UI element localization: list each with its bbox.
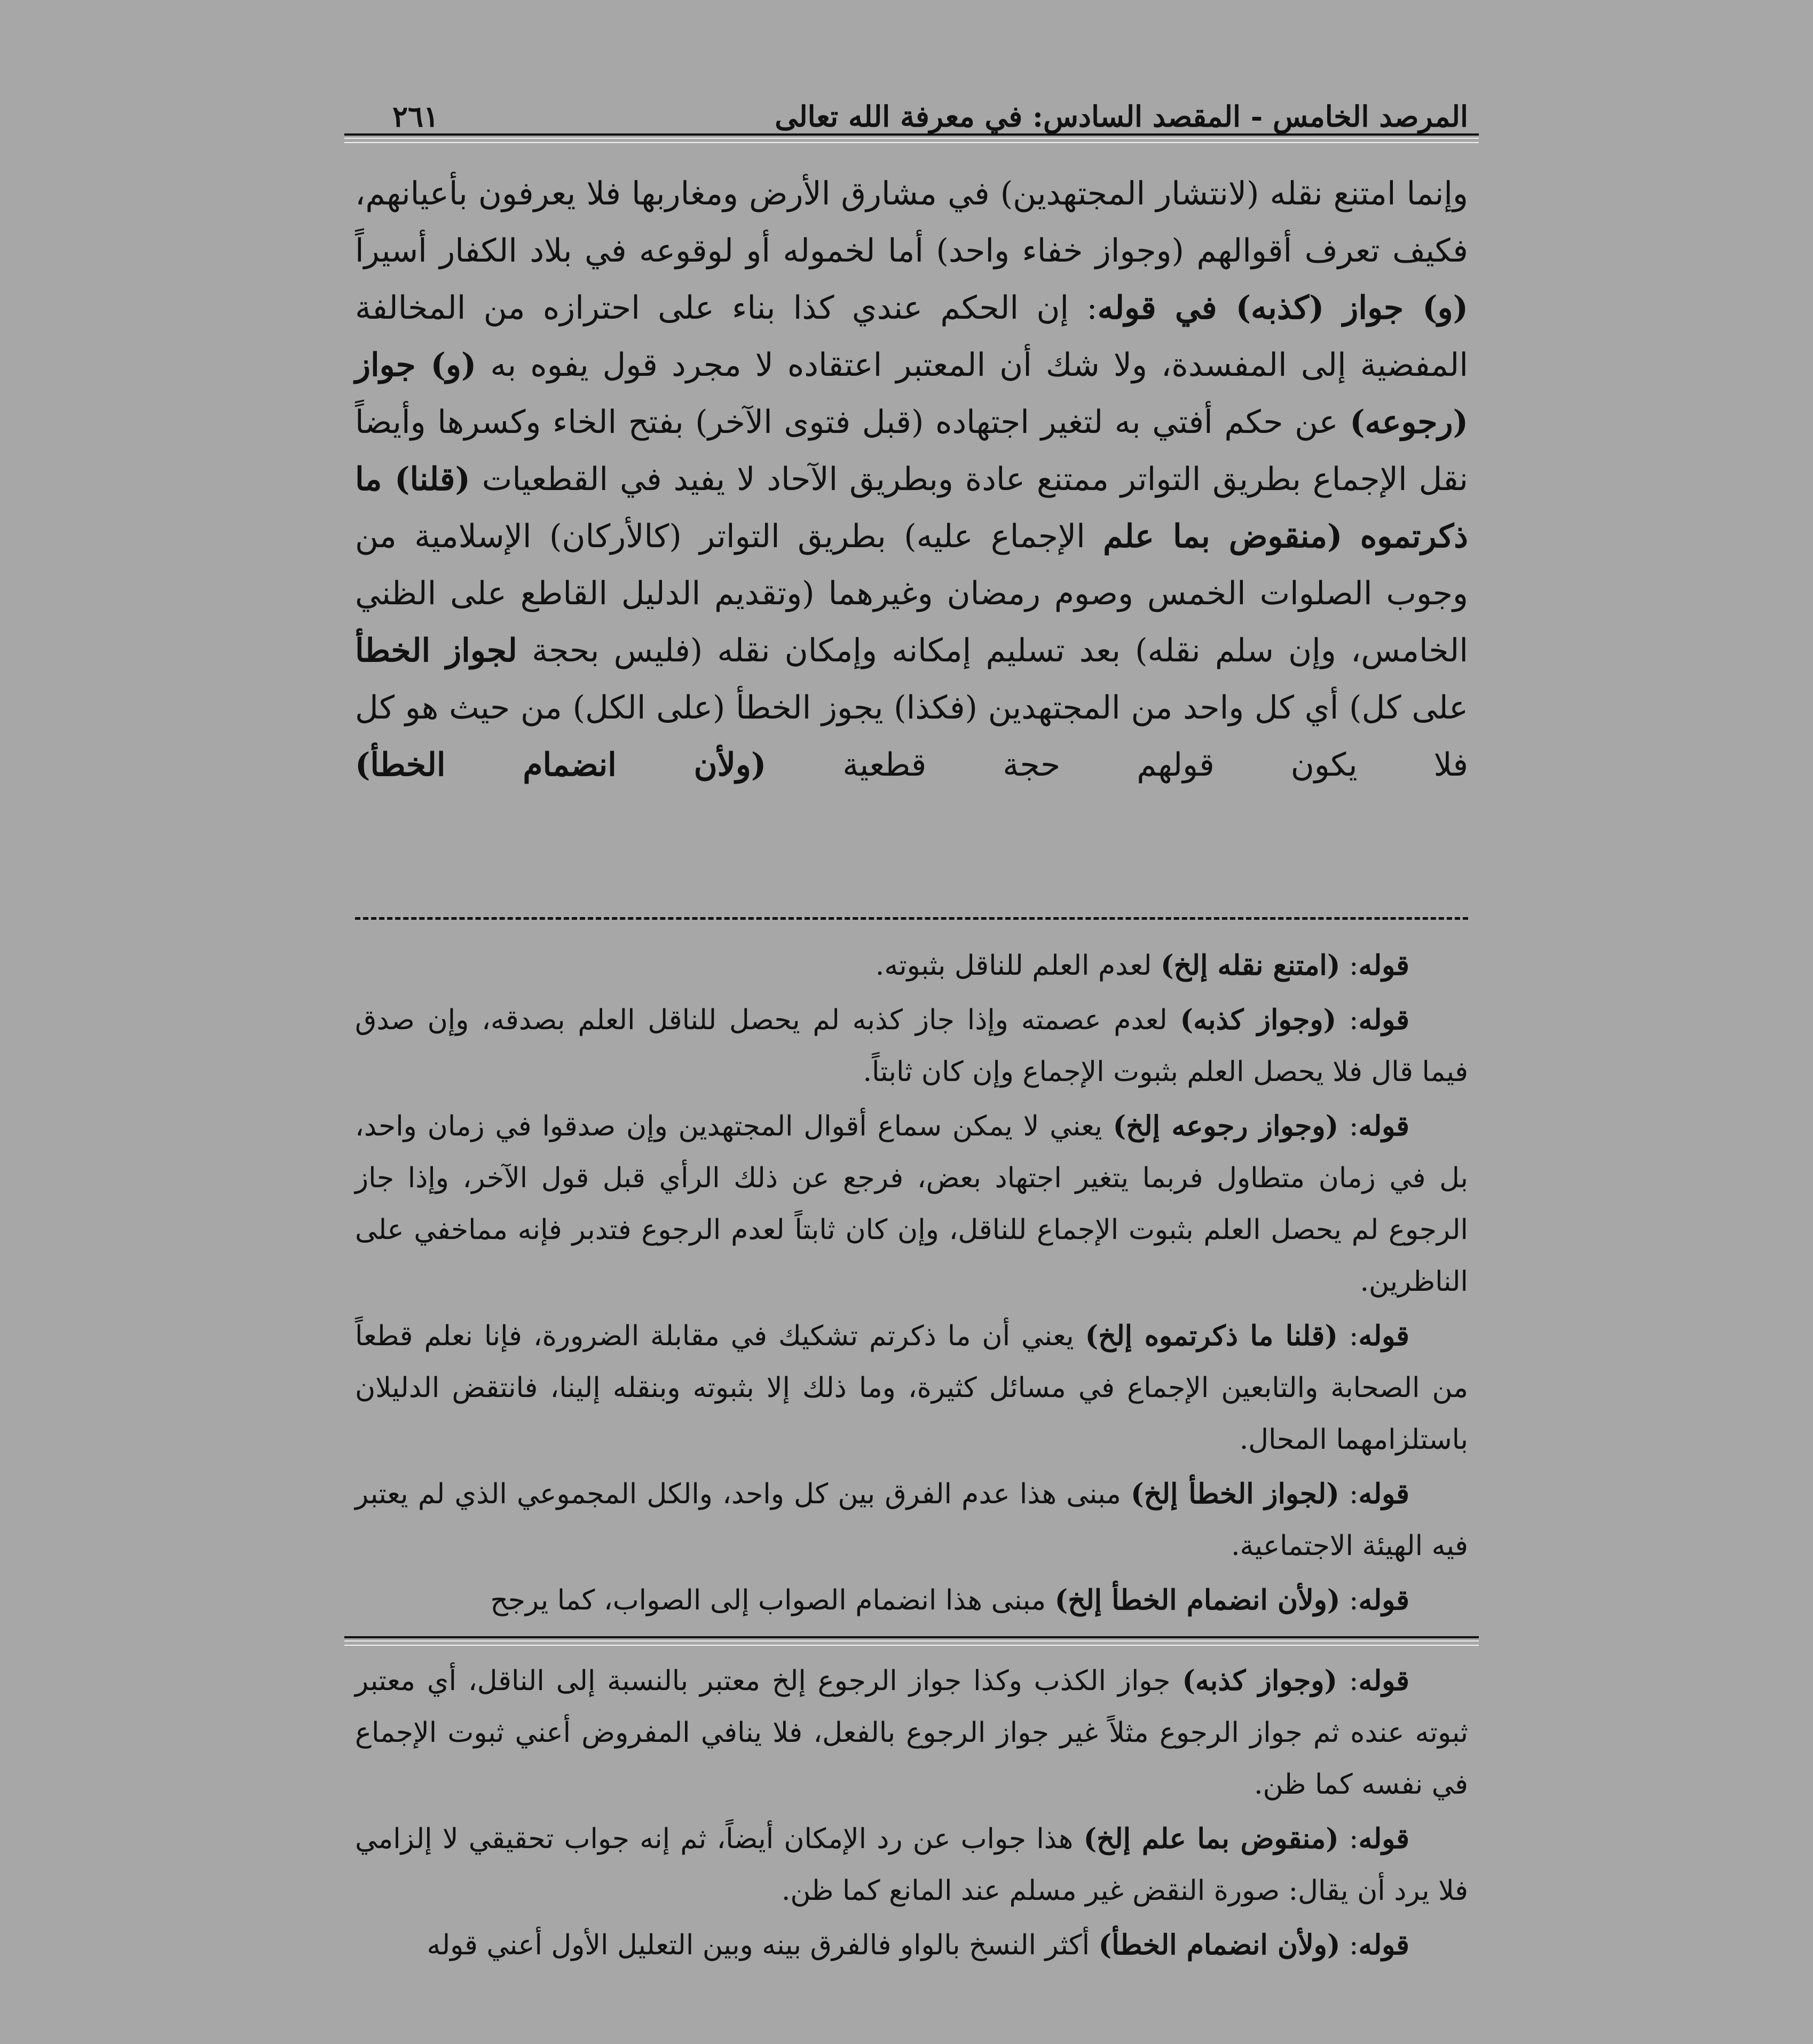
main-text-run: عن حكم أفتي به لتغير اجتهاده (قبل فتوى الآخر) بفتح الخاء وكسرها وأيضاً نقل الإجماع بطريق التواتر ممتنع عادة وبطريق الآحاد لا يفيد في القطعيات [355,404,1468,498]
footnotes-rule [344,1636,1479,1646]
footnote-keyword: قوله [1358,1478,1409,1510]
footnote-quote: (وجواز رجوعه إلخ) [1113,1110,1339,1142]
footnote-quote: (منقوض بما علم إلخ) [1083,1822,1339,1855]
main-paragraph [355,165,1468,794]
footnote-keyword: قوله [1358,1320,1409,1352]
page-number: ٢٦١ [392,99,439,133]
main-text-run: : إن الحكم عندي كذا بناء على احترازه من المخالفة المفضية إلى المفسدة، ولا شك أن المعتبر اعتقاده لا مجرد قول يفوه به [355,289,1468,384]
main-text-run [1342,518,1360,555]
footnote-keyword: قوله [1358,1110,1409,1142]
footnote: قوله: (وجواز كذبه) جواز الكذب وكذا جواز الرجوع إلخ معتبر بالنسبة إلى الناقل، أي معتبر ثبوته عنده ثم جواز الرجوع مثلاً غير جواز الرجوع بالفعل، فلا ينافي المفروض أعني ثبوت الإجماع في نفسه كما ظن. [355,1664,1468,1801]
main-text-bold: (و) جواز (رجوعه) [355,346,1468,441]
footnote: قوله: (لجواز الخطأ إلخ) مبنى هذا عدم الفرق بين كل واحد، والكل المجموعي الذي لم يعتبر فيه الهيئة الاجتماعية. [355,1478,1468,1562]
running-header [355,80,1468,133]
footnote-text: مبنى هذا عدم الفرق بين كل واحد، والكل المجموعي الذي لم يعتبر فيه الهيئة الاجتماعية. [355,1478,1468,1562]
footnote-text: مبنى هذا انضمام الصواب إلى الصواب، كما يرجح [490,1584,1055,1616]
footnotes-secondary [355,1655,1468,1974]
footnote: قوله: (وجواز كذبه) لعدم عصمته وإذا جاز كذبه لم يحصل للناقل العلم بصدقه، وإن صدق فيما قال فلا يحصل العلم بثبوت الإجماع وإن كان ثابتاً. [355,1004,1468,1088]
footnote: قوله: (ولأن انضمام الخطأ) أكثر النسخ بالواو فالفرق بينه وبين التعليل الأول أعني قوله [427,1929,1409,1961]
footnote-quote: (لجواز الخطأ إلخ) [1131,1478,1339,1510]
main-text-run: وإنما امتنع نقله (لانتشار المجتهدين) في مشارق الأرض ومغاربها فلا يعرفون بأعيانهم، فكيف تعرف أقوالهم (وجواز خفاء واحد) أما لخموله أو لوقوعه في بلاد الكفار أسيراً [355,175,1468,270]
footnote-quote: (وجواز كذبه) [1182,1664,1338,1697]
footnote-quote: (وجواز كذبه) [1180,1004,1337,1036]
footnote-keyword: قوله [1358,1929,1409,1961]
footnote-keyword: قوله [1358,949,1409,982]
header-rule [344,133,1479,143]
main-text-bold: (و) جواز (كذبه) في قوله [1097,289,1468,327]
footnote-text: يعني أن ما ذكرتم تشكيك في مقابلة الضرورة، فإنا نعلم قطعاً من الصحابة والتابعين الإجماع في مسائل كثيرة، وما ذلك إلا بثبوته وبنقله إلينا، فانتقض الدليلان باستلزامهما المحال. [355,1320,1468,1456]
footnote-quote: (ولأن انضمام الخطأ) [1098,1929,1341,1961]
footnote-keyword: قوله [1358,1822,1409,1855]
main-text-run: على كل) أي كل واحد من المجتهدين (فكذا) يجوز الخطأ (على الكل) من حيث هو كل فلا يكون قولهم حجة قطعية [355,689,1469,784]
footnote: قوله: (امتنع نقله إلخ) لعدم العلم للناقل بثبوته. [875,949,1409,982]
header-title: المرصد الخامس - المقصد السادس: في معرفة الله تعالى [775,99,1468,133]
footnote-keyword: قوله [1358,1664,1409,1697]
footnote-keyword: قوله [1358,1584,1409,1616]
footnote: قوله: (قلنا ما ذكرتموه إلخ) يعني أن ما ذكرتم تشكيك في مقابلة الضرورة، فإنا نعلم قطعاً من الصحابة والتابعين الإجماع في مسائل كثيرة، وما ذلك إلا بثبوته وبنقله إلينا، فانتقض الدليلان باستلزامهما المحال. [355,1320,1468,1456]
footnote-text: لعدم عصمته وإذا جاز كذبه لم يحصل للناقل العلم بصدقه، وإن صدق فيما قال فلا يحصل العلم بثبوت الإجماع وإن كان ثابتاً. [355,1004,1468,1088]
dashed-separator [355,917,1468,920]
footnote-quote: (امتنع نقله إلخ) [1160,949,1341,982]
main-text-bold: لجواز الخطأ [355,632,517,669]
footnotes-primary [355,940,1468,1629]
footnote: قوله: (وجواز رجوعه إلخ) يعني لا يمكن سماع أقوال المجتهدين وإن صدقوا في زمان واحد، بل في زمان متطاول فربما يتغير اجتهاد بعض، فرجع عن ذلك الرأي قبل قول الآخر، وإذا جاز الرجوع لم يحصل العلم بثبوت الإجماع للناقل، وإن كان ثابتاً لعدم الرجوع فتدبر فإنه مماخفي على الناظرين. [355,1110,1468,1298]
book-page [355,80,1469,1961]
main-text [355,165,1468,794]
main-text-bold: (قلنا) ما ذكرتموه [355,461,1469,555]
footnote-keyword: قوله [1358,1004,1410,1036]
footnote-text: هذا جواب عن رد الإمكان أيضاً، ثم إنه جواب تحقيقي لا إلزامي فلا يرد أن يقال: صورة النقض غير مسلم عند المانع كما ظن. [355,1823,1468,1907]
footnote-text: أكثر النسخ بالواو فالفرق بينه وبين التعليل الأول أعني قوله [427,1929,1099,1961]
footnote-text: لعدم العلم للناقل بثبوته. [875,950,1161,982]
footnote-text: جواز الكذب وكذا جواز الرجوع إلخ معتبر بالنسبة إلى الناقل، أي معتبر ثبوته عنده ثم جواز الرجوع مثلاً غير جواز الرجوع بالفعل، فلا ينافي المفروض أعني ثبوت الإجماع في نفسه كما ظن. [355,1665,1468,1801]
main-text-run: الإجماع عليه) بطريق التواتر (كالأركان) الإسلامية من وجوب الصلوات الخمس وصوم رمضان وغيرهما (وتقديم الدليل القاطع على الظني الخامس، وإن سلم نقله) بعد تسليم إمكانه وإمكان نقله (فليس بحجة [355,518,1468,669]
main-text-bold: (منقوض بما علم [1103,518,1343,555]
footnote-quote: (ولأن انضمام الخطأ إلخ) [1054,1584,1341,1616]
footnote: قوله: (ولأن انضمام الخطأ إلخ) مبنى هذا انضمام الصواب إلى الصواب، كما يرجح [490,1584,1409,1616]
footnote: قوله: (منقوض بما علم إلخ) هذا جواب عن رد الإمكان أيضاً، ثم إنه جواب تحقيقي لا إلزامي فلا يرد أن يقال: صورة النقض غير مسلم عند المانع كما ظن. [355,1822,1468,1907]
footnote-text: يعني لا يمكن سماع أقوال المجتهدين وإن صدقوا في زمان واحد، بل في زمان متطاول فربما يتغير اجتهاد بعض، فرجع عن ذلك الرأي قبل قول الآخر، وإذا جاز الرجوع لم يحصل العلم بثبوت الإجماع للناقل، وإن كان ثابتاً لعدم الرجوع فتدبر فإنه مماخفي على الناظرين. [355,1110,1468,1298]
footnote-quote: (قلنا ما ذكرتموه إلخ) [1085,1320,1338,1352]
main-text-bold: (ولأن انضمام الخطأ) [355,746,767,784]
